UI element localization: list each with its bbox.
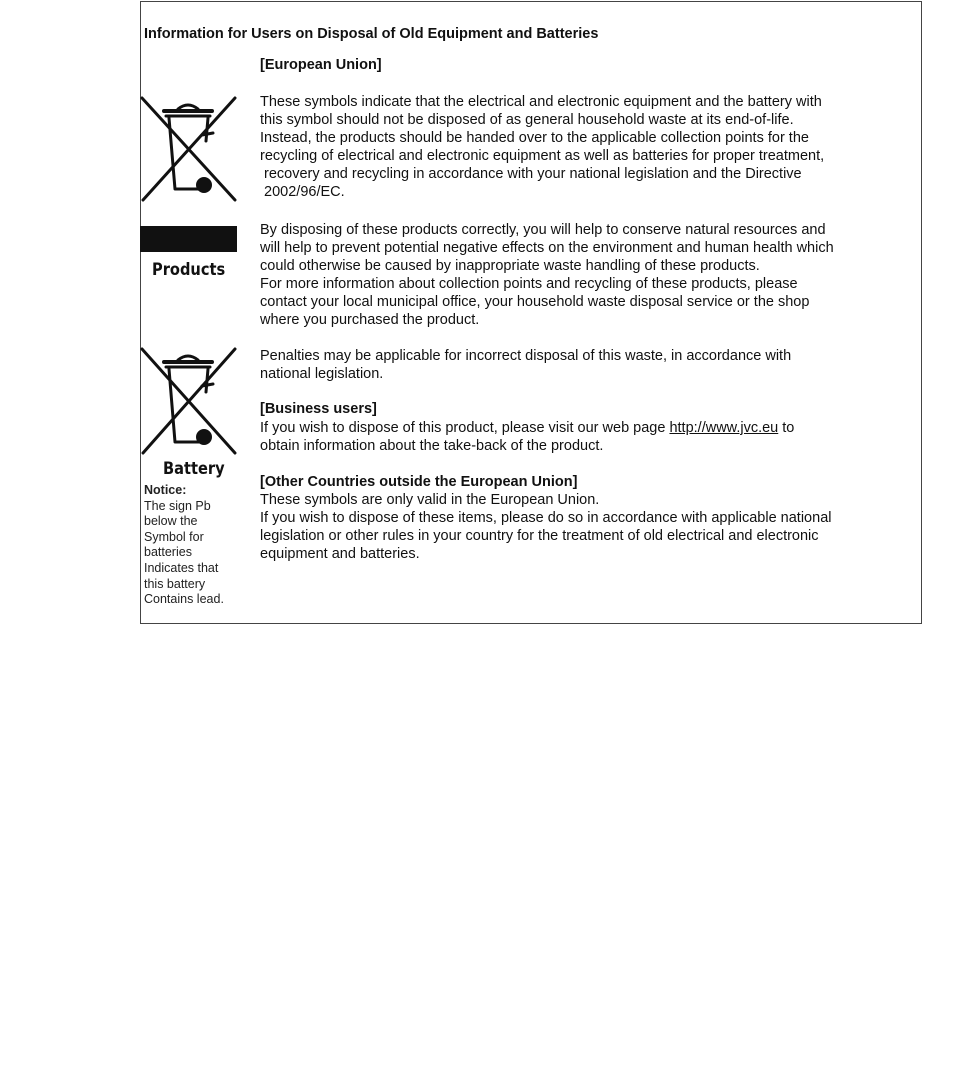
business-paragraph — [260, 419, 794, 455]
notice-title: Notice: — [144, 483, 187, 497]
eu-paragraph-2: By disposing of these products correctly, you will help to conserve natural resources and will help to prevent potential negative effects on the environment and human health which could otherwise be caused by inappropriate waste handling of these products. For more information about collection points and recycling of these products, please contact your local municipal office, your household waste disposal service or the shop where you purchased the product. — [260, 222, 834, 328]
jvc-website-link[interactable]: http://www.jvc.eu — [669, 420, 779, 436]
battery-label: Battery — [163, 459, 225, 479]
disposal-info-box — [140, 1, 922, 624]
crossed-out-wheelie-bin-icon — [140, 96, 237, 202]
notice-text: The sign Pb below the Symbol for batteries Indicates that this battery Contains lead. — [144, 498, 224, 607]
business-heading: [Business users] — [260, 401, 377, 417]
products-label: Products — [152, 260, 226, 280]
business-text-end: to — [778, 420, 795, 436]
crossed-out-battery-bin-icon — [140, 347, 237, 455]
eu-paragraph-3: Penalties may be applicable for incorrect disposal of this waste, in accordance with national legislation. — [260, 348, 792, 382]
other-countries-heading: [Other Countries outside the European Union] — [260, 474, 578, 490]
business-text: If you wish to dispose of this product, please visit our web page — [260, 420, 670, 436]
eu-paragraph-1: These symbols indicate that the electrical and electronic equipment and the battery with this symbol should not be disposed of as general household waste at its end-of-life. Instead, the products should be handed over to the applicable collection points for the recycling of electrical and electronic equipment as well as batteries for proper treatment, recovery and recycling in accordance with your national legislation and the Directive 2002/96/EC. — [260, 94, 825, 200]
products-mark-bar — [140, 226, 237, 252]
lead-notice — [144, 483, 224, 608]
document-title: Information for Users on Disposal of Old Equipment and Batteries — [144, 26, 599, 42]
business-text-line-2: obtain information about the take-back of the product. — [260, 438, 604, 454]
eu-heading: [European Union] — [260, 57, 382, 73]
other-countries-paragraph: These symbols are only valid in the European Union. If you wish to dispose of these items, please do so in accordance with applicable national legislation or other rules in your country for the treatment of old electrical and electronic equipment and batteries. — [260, 492, 832, 562]
